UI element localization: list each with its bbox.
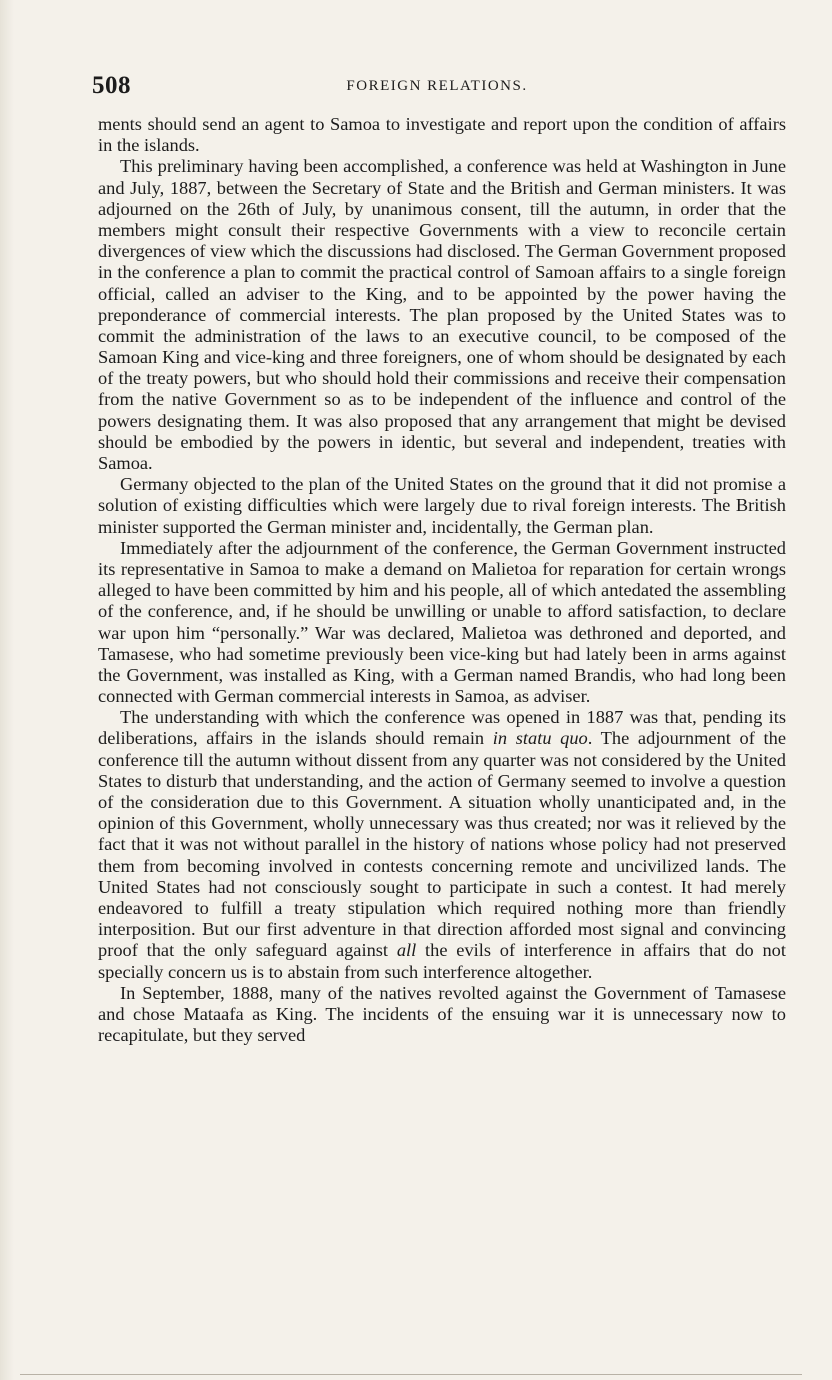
paragraph-5-part-b: . The adjournment of the conference till the autumn without dissent from any quarter was not considered by the United States to disturb that understanding, and the action of Germany seemed to involve a question of the consideration due to this Government. A situation wholly unanticipated and, in the opinion of this Government, wholly unnecessary was thus created; nor was it relieved by the fact that it was not without parallel in the history of nations whose policy had not preserved them from becoming involved in contests concerning remote and uncivilized lands. The United States had not consciously sought to participate in such a contest. It had merely endeavored to fulfill a treaty stipulation which required nothing more than friendly interposition. But our first adventure in that direction afforded most signal and convincing proof that the only safeguard against — [98, 728, 786, 961]
paragraph-2: This preliminary having been accomplished, a conference was held at Washington in June and July, 1887, between the Secretary of State and the British and German ministers. It was adjourned on the 26th of July, by unanimous consent, till the autumn, in order that the members might consult their respective Governments with a view to reconcile certain divergences of view which the discussions had disclosed. The German Government proposed in the conference a plan to commit the practical control of Samoan affairs to a single foreign official, called an adviser to the King, and to be appointed by the power having the preponderance of commercial interests. The plan proposed by the United States was to commit the administration of the laws to an executive council, to be composed of the Samoan King and vice-king and three foreigners, one of whom should be designated by each of the treaty powers, but who should hold their commissions and receive their compensation from the native Government so as to be independent of the influence and control of the powers designating them. It was also proposed that any arrangement that might be devised should be embodied by the powers in identic, but several and independent, treaties with Samoa. — [98, 156, 786, 473]
paragraph-4: Immediately after the adjournment of the conference, the German Government instructed its representative in Samoa to make a demand on Malietoa for reparation for certain wrongs alleged to have been committed by him and his people, all of which antedated the assembling of the conference, and, if he should be unwilling or unable to afford satisfaction, to declare war upon him “personally.” War was declared, Malietoa was dethroned and deported, and Tamasese, who had sometime previously been vice-king but had lately been in arms against the Government, was installed as King, with a German named Brandis, who had long been connected with German commercial interests in Samoa, as adviser. — [98, 537, 786, 707]
paragraph-5-part-a: The understanding with which the conference was opened in 1887 was that, pending its deliberations, affairs in the islands should remain — [98, 707, 786, 749]
paragraph-3: Germany objected to the plan of the United States on the ground that it did not promise a solution of existing difficulties which were largely due to rival foreign interests. The British minister supported the German minister and, incidentally, the German plan. — [98, 474, 786, 537]
footer-rule — [20, 1374, 802, 1375]
page-edge — [0, 0, 14, 1380]
page-number: 508 — [92, 72, 131, 99]
italic-phrase: in statu quo — [492, 728, 588, 749]
page-header — [92, 72, 782, 102]
paragraph-5 — [98, 707, 786, 982]
paragraph-1: ments should send an agent to Samoa to investigate and report upon the condition of affairs in the islands. — [98, 114, 786, 156]
running-head: FOREIGN RELATIONS. — [346, 78, 528, 94]
paragraph-5-part-c: the evils of interference in affairs that do not specially concern us is to abstain from such interference altogether. — [98, 940, 786, 982]
body-text — [98, 114, 786, 1046]
italic-word: all — [396, 940, 417, 961]
paragraph-6: In September, 1888, many of the natives revolted against the Government of Tamasese and chose Mataafa as King. The incidents of the ensuing war it is unnecessary now to recapitulate, but they served — [98, 982, 786, 1046]
